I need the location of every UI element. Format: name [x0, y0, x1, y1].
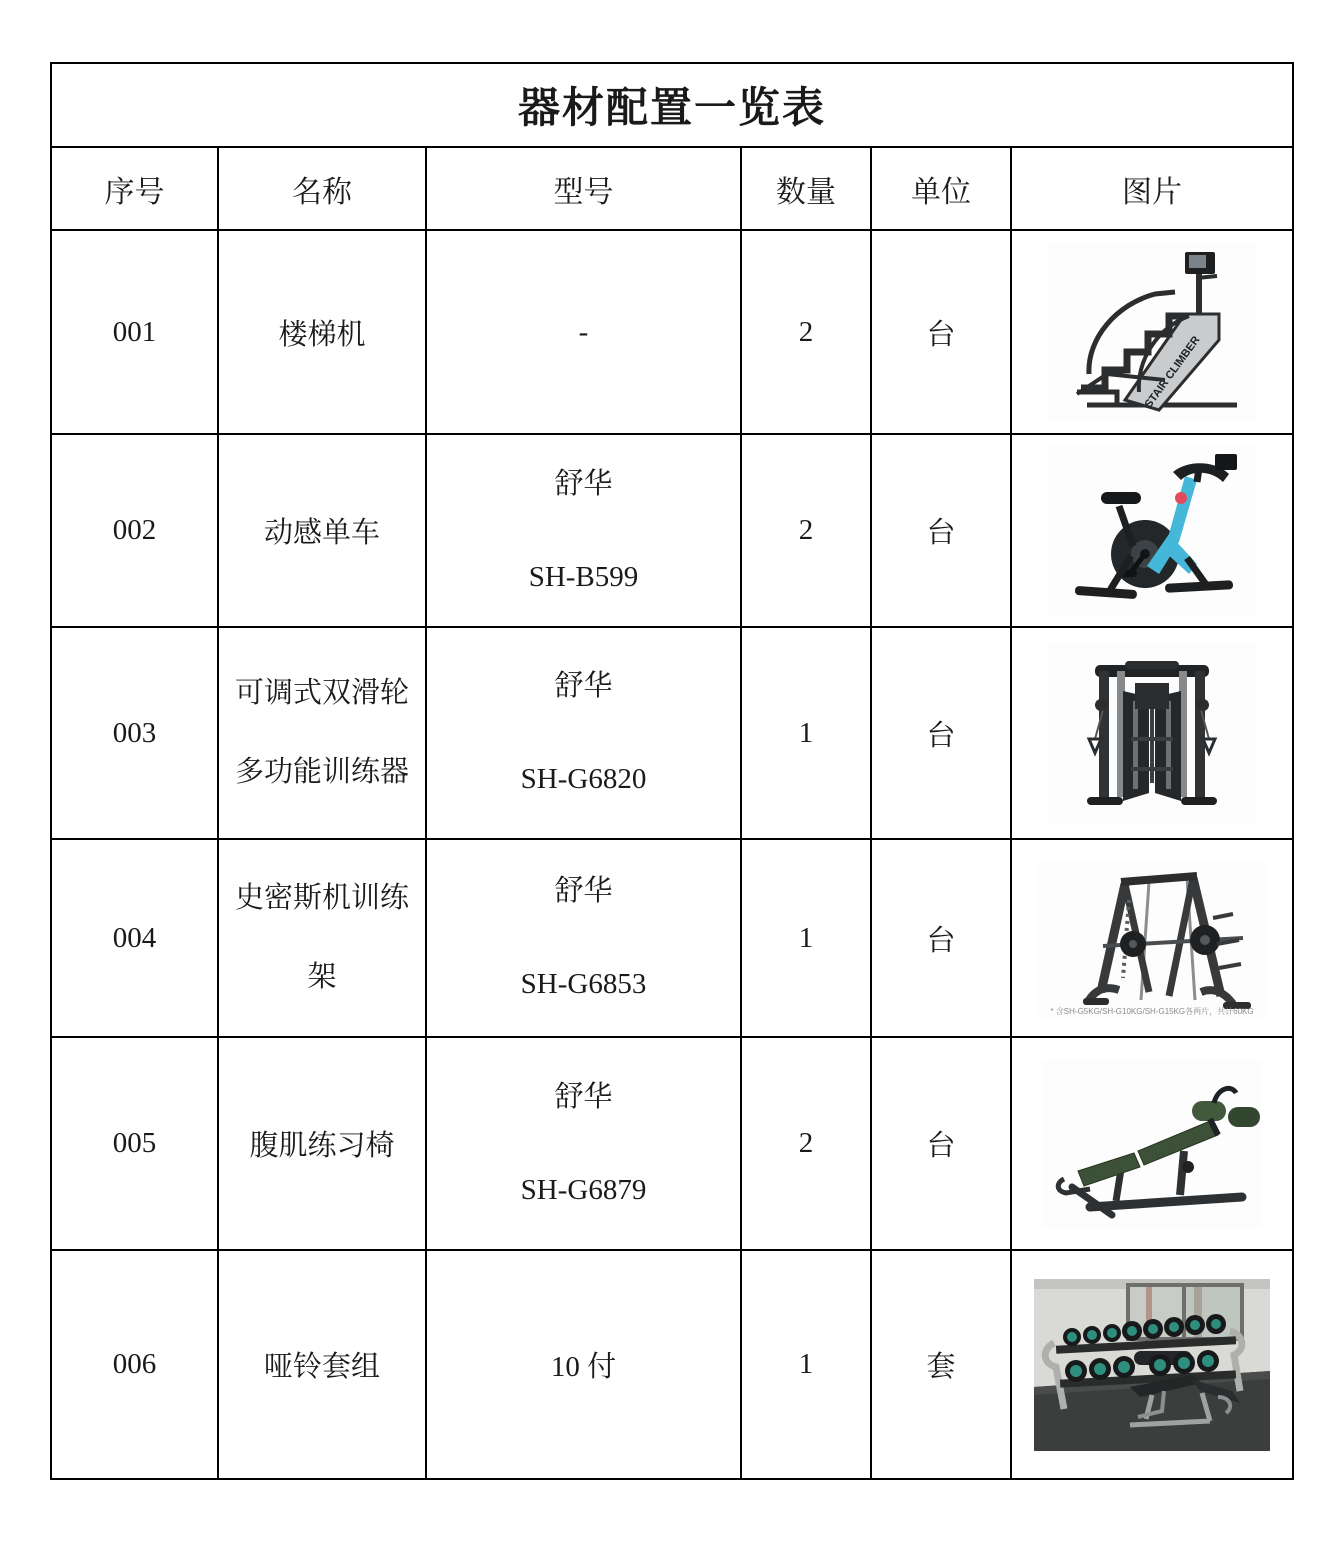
- row-unit: 台: [871, 230, 1011, 434]
- title-row: [51, 63, 1293, 147]
- equipment-table: [50, 62, 1294, 1480]
- row-unit: 台: [871, 1037, 1011, 1250]
- stair-climber-image: [1047, 242, 1257, 422]
- row-no: 005: [51, 1037, 218, 1250]
- row-model-code: SH-B599: [528, 560, 639, 593]
- row-name-line2: 多功能训练器: [234, 756, 409, 788]
- row-name-line2: 架: [307, 961, 337, 993]
- row-model-brand: 舒华: [554, 1080, 613, 1113]
- table-row: [51, 1250, 1293, 1479]
- row-model-code: SH-G6820: [520, 763, 647, 795]
- row-name-line1: 史密斯机训练: [234, 882, 409, 915]
- row-model-brand: 舒华: [554, 875, 613, 908]
- row-qty: 1: [741, 1250, 871, 1479]
- row-unit: 套: [871, 1250, 1011, 1479]
- row-qty: 2: [741, 230, 871, 434]
- table-row: [51, 1037, 1293, 1250]
- row-unit: 台: [871, 434, 1011, 627]
- table-row: [51, 627, 1293, 839]
- page-title: 器材配置一览表: [51, 63, 1293, 147]
- row-name: 腹肌练习椅: [218, 1037, 426, 1250]
- row-model-code: SH-G6853: [520, 968, 647, 1000]
- row-model: 10 付: [426, 1250, 741, 1479]
- row-qty: 2: [741, 1037, 871, 1250]
- col-header-image: 图片: [1011, 147, 1293, 230]
- row-name: 哑铃套组: [218, 1250, 426, 1479]
- row-no: 001: [51, 230, 218, 434]
- col-header-name: 名称: [218, 147, 426, 230]
- row-unit: 台: [871, 839, 1011, 1037]
- row-model-brand: 舒华: [554, 670, 613, 703]
- row-name-line1: 可调式双滑轮: [234, 677, 409, 710]
- col-header-qty: 数量: [741, 147, 871, 230]
- row-name: 动感单车: [218, 434, 426, 627]
- row-no: 002: [51, 434, 218, 627]
- col-header-unit: 单位: [871, 147, 1011, 230]
- row-qty: 1: [741, 839, 871, 1037]
- row-qty: 1: [741, 627, 871, 839]
- row-name: 楼梯机: [218, 230, 426, 434]
- col-header-model: 型号: [426, 147, 741, 230]
- row-model-code: SH-G6879: [520, 1173, 647, 1206]
- row-no: 006: [51, 1250, 218, 1479]
- spin-bike-image: [1047, 446, 1257, 616]
- header-row: [51, 147, 1293, 230]
- row-model-brand: 舒华: [554, 467, 613, 500]
- table-row: [51, 230, 1293, 434]
- table-row: [51, 434, 1293, 627]
- table-row: [51, 839, 1293, 1037]
- row-no: 004: [51, 839, 218, 1037]
- row-unit: 台: [871, 627, 1011, 839]
- dumbbell-set-photo: [1034, 1279, 1270, 1451]
- col-header-no: 序号: [51, 147, 218, 230]
- smith-machine-caption: * 含SH-G5KG/SH-G10KG/SH-G15KG各两片，共计60KG: [1050, 1006, 1254, 1016]
- row-model: -: [426, 230, 741, 434]
- row-no: 003: [51, 627, 218, 839]
- row-qty: 2: [741, 434, 871, 627]
- smith-machine-image: [1037, 860, 1267, 1018]
- stair-climber-label: STAIR CLIMBER: [1142, 334, 1203, 411]
- ab-crunch-bench-image: [1042, 1059, 1262, 1229]
- dual-pulley-functional-trainer-image: [1047, 643, 1257, 823]
